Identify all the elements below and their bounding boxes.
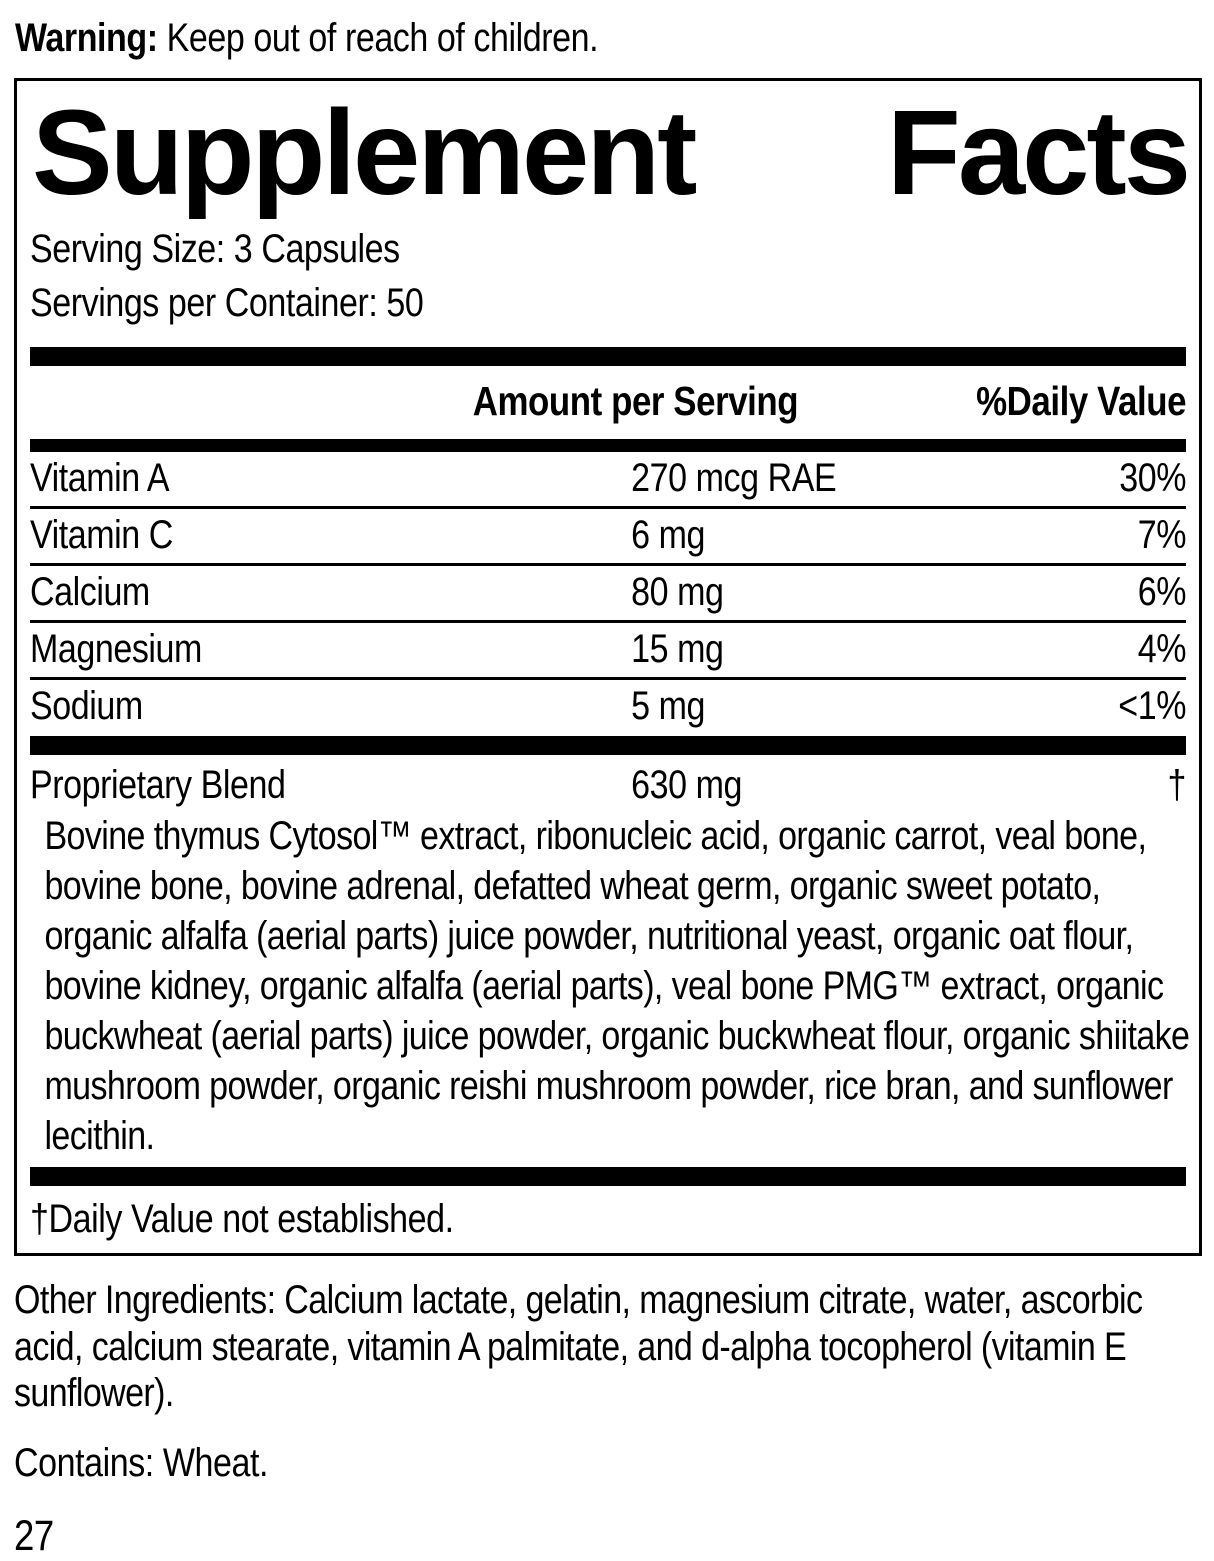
daily-value-header: %Daily Value: [976, 377, 1187, 424]
daily-value-footnote: †Daily Value not established.: [30, 1196, 454, 1241]
other-ingredients-text: Other Ingredients: Calcium lactate, gelatin, magnesium citrate, water, ascorbic acid, calcium stearate, vitamin A palmitate, and d-alpha tocopherol (vitamin E sunflower).: [14, 1277, 1143, 1416]
page-number: 27: [14, 1512, 54, 1561]
nutrient-amount: 5 mg: [631, 683, 706, 728]
nutrient-name: Magnesium: [30, 626, 202, 671]
nutrient-amount: 6 mg: [631, 512, 706, 557]
nutrient-daily-value: 6%: [1137, 569, 1187, 614]
warning-text: [15, 14, 1203, 62]
nutrient-row: [30, 680, 1186, 736]
proprietary-blend-dagger: †: [1167, 762, 1187, 807]
nutrient-name: Sodium: [30, 683, 143, 728]
separator-bar-medium: [30, 439, 1186, 452]
nutrient-name: Vitamin A: [30, 455, 170, 500]
nutrient-name: Vitamin C: [30, 512, 173, 557]
nutrient-name: Calcium: [30, 569, 150, 614]
panel-title: Supplement Facts: [32, 84, 1188, 220]
separator-bar-thick: [30, 347, 1186, 366]
amount-per-serving-header: Amount per Serving: [472, 377, 799, 424]
servings-per-container-text: Servings per Container: 50: [30, 281, 424, 326]
nutrient-amount: 15 mg: [631, 626, 724, 671]
proprietary-blend-row: [30, 755, 1186, 809]
nutrient-daily-value: 7%: [1137, 512, 1187, 557]
proprietary-blend-amount: 630 mg: [631, 762, 742, 807]
nutrient-row: [30, 623, 1186, 680]
proprietary-blend-name: Proprietary Blend: [30, 762, 286, 807]
separator-bar-thick: [30, 736, 1186, 755]
nutrient-amount: 80 mg: [631, 569, 724, 614]
nutrient-daily-value: <1%: [1118, 683, 1187, 728]
serving-size-text: Serving Size: 3 Capsules: [30, 226, 400, 271]
column-header-row: [30, 366, 1186, 439]
nutrient-daily-value: 4%: [1137, 626, 1187, 671]
separator-bar-thick: [30, 1167, 1186, 1186]
nutrient-amount: 270 mcg RAE: [631, 455, 837, 500]
facts-panel: [14, 78, 1202, 1256]
nutrient-row: [30, 452, 1186, 509]
warning-body: Keep out of reach of children.: [157, 16, 599, 60]
nutrient-row: [30, 566, 1186, 623]
blend-description: Bovine thymus Cytosol™ extract, ribonucleic acid, organic carrot, veal bone, bovine bone, bovine adrenal, defatted wheat germ, organic sweet potato, organic alfalfa (aerial parts) juice powder, nutritional yeast, organic oat flour, bovine kidney, organic alfalfa (aerial parts), veal bone PMG™ extract, organic buckwheat (aerial parts) juice powder, organic buckwheat flour, organic shiitake mushroom powder, organic reishi mushroom powder, rice bran, and sunflower lecithin.: [44, 813, 1190, 1158]
nutrient-row: [30, 509, 1186, 566]
warning-label: Warning:: [15, 16, 158, 60]
contains-text: Contains: Wheat.: [14, 1441, 269, 1486]
nutrient-daily-value: 30%: [1119, 455, 1187, 500]
